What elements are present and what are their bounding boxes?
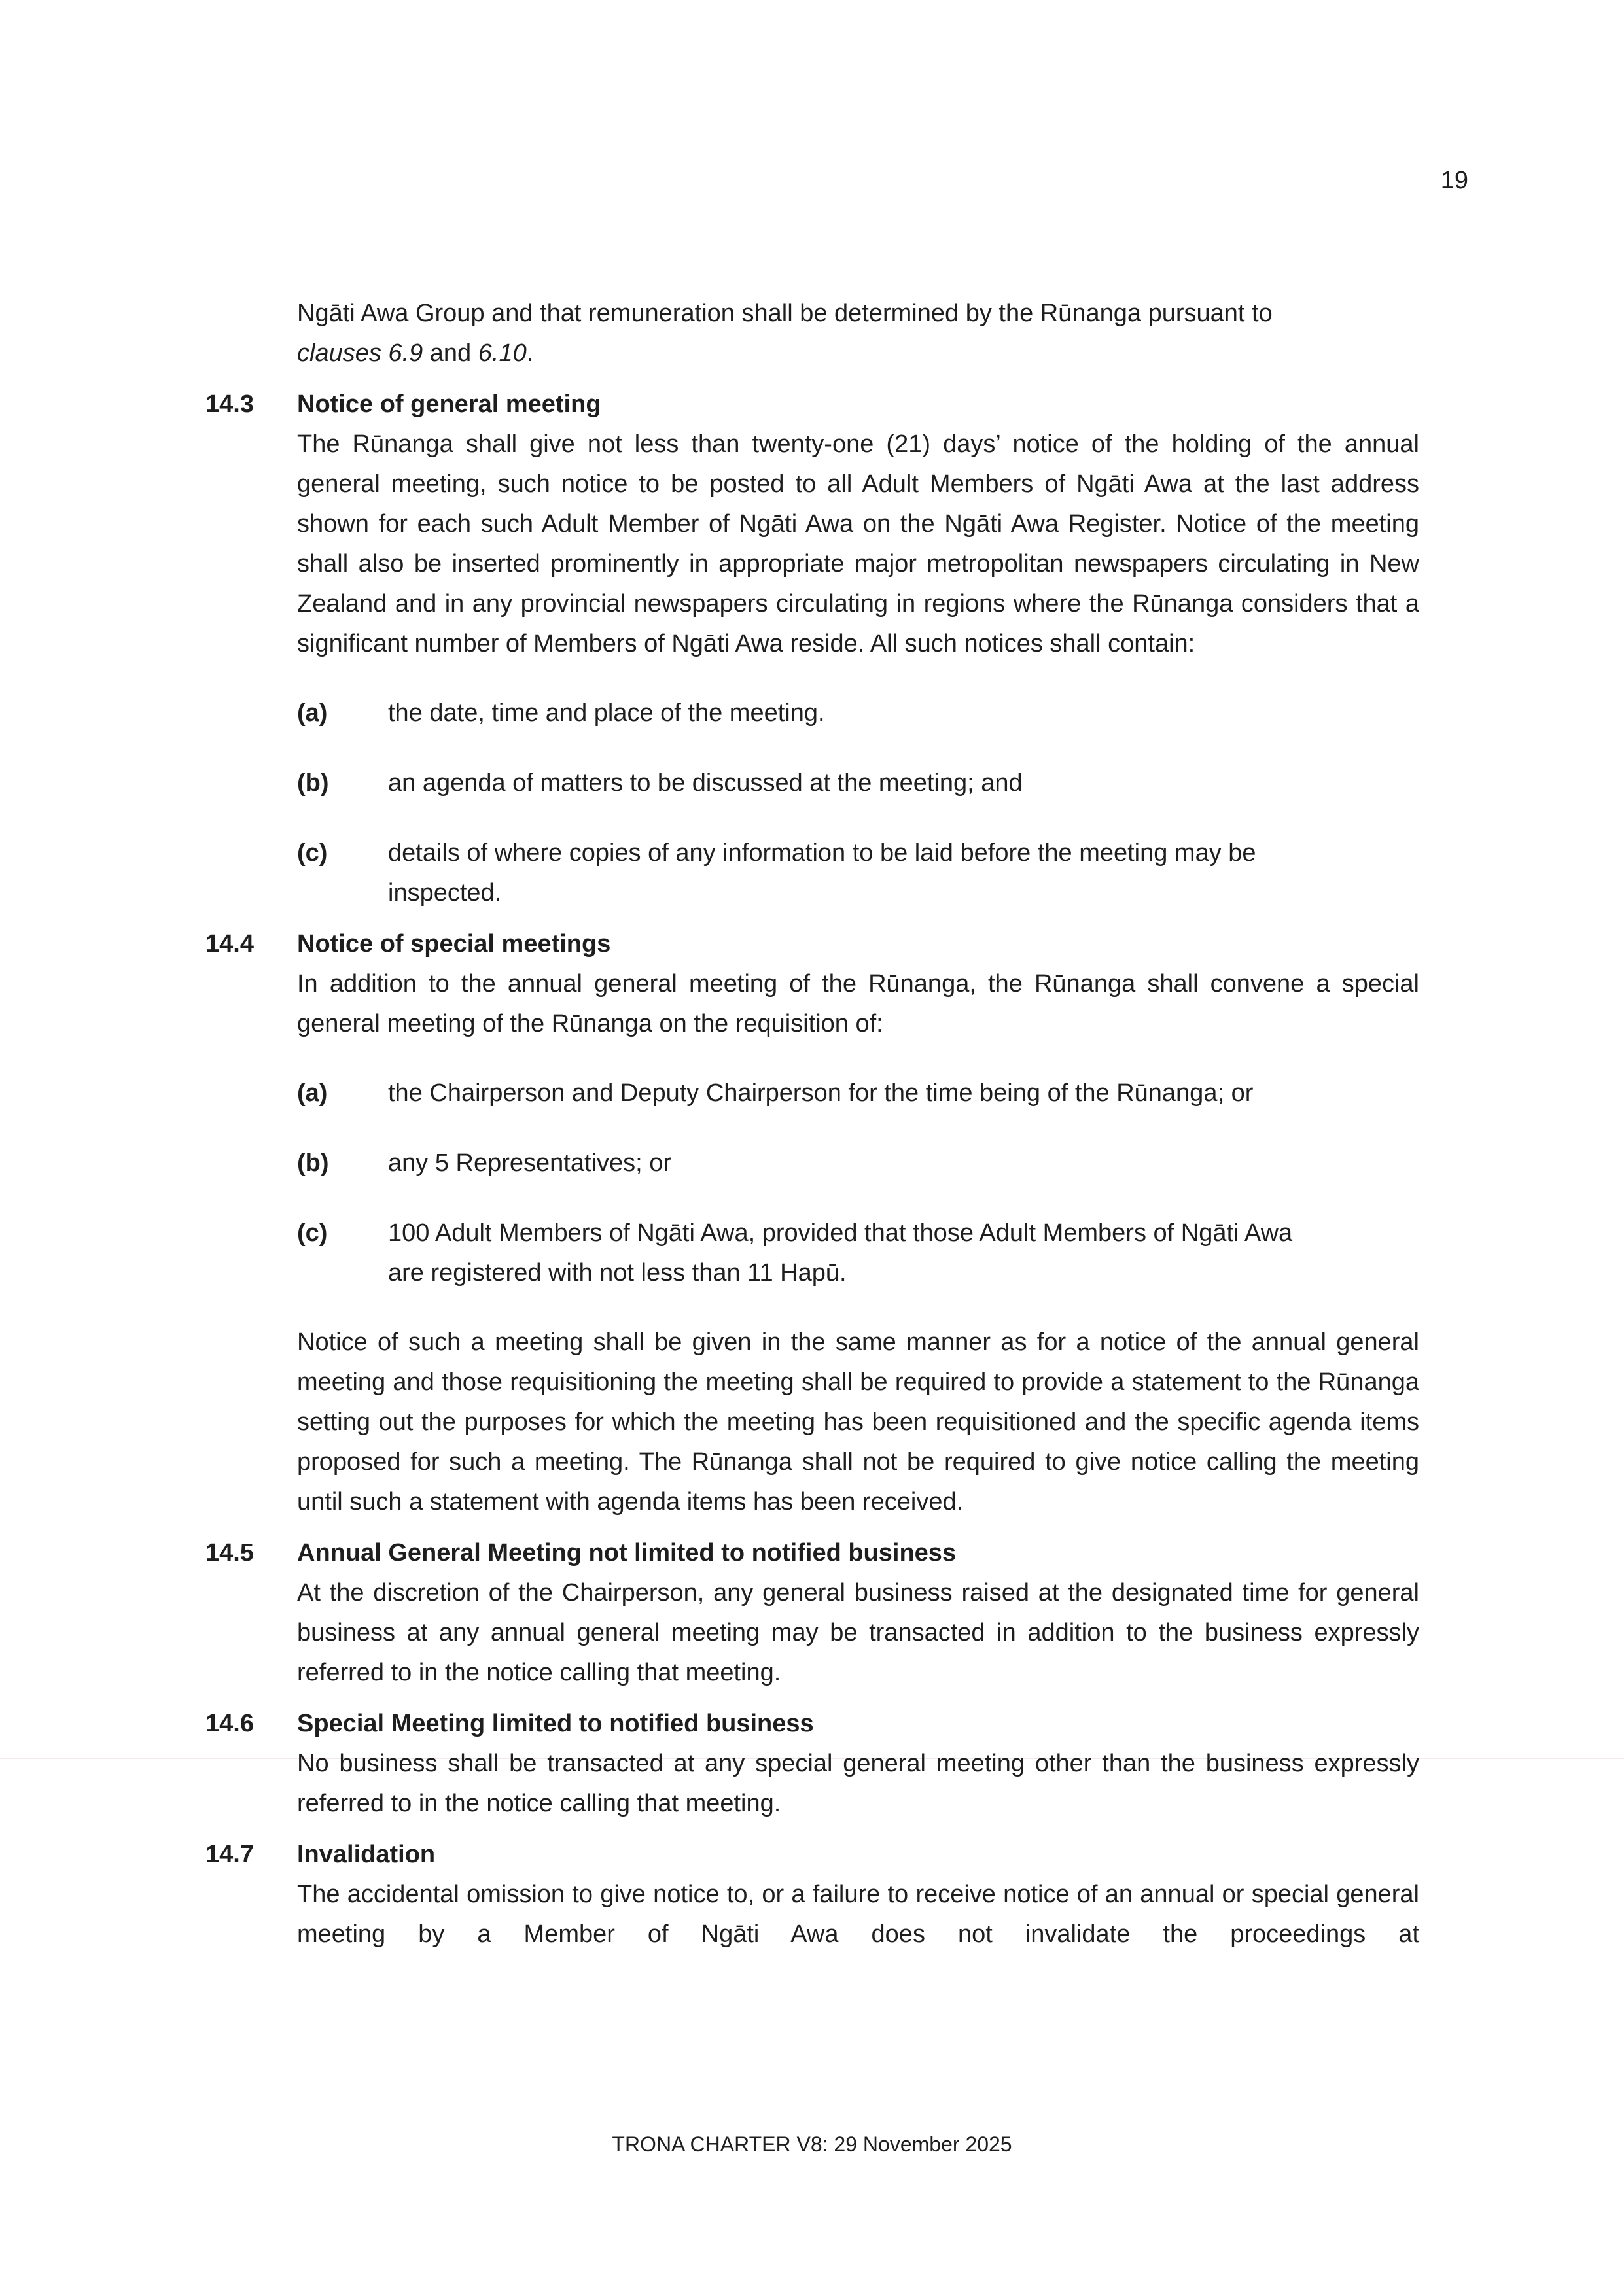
clause-body: The accidental omission to give notice to, or a failure to receive notice of an annual or special general meeting by a Member of Ngāti Awa does not invalidate the proceedings at — [297, 1881, 1419, 1948]
clause-heading: Special Meeting limited to notified business — [297, 1710, 814, 1737]
clause-14-4-closing-paragraph: Notice of such a meeting shall be given in the same manner as for a notice of the annual general meeting and those requisitioning the meeting shall be required to provide a statement to the Rūnanga setting out the purposes for which the meeting has been requisitioned and the specific agenda items proposed for such a meeting. The Rūnanga shall not be required to give notice calling the meeting until such a statement with agenda items has been received. — [297, 1329, 1419, 1516]
clause-number: 14.4 — [205, 930, 254, 958]
clause-14-4 — [205, 924, 1419, 1044]
continuation-line-1: Ngāti Awa Group and that remuneration shall be determined by the Rūnanga pursuant to — [297, 300, 1273, 327]
list-item-text: an agenda of matters to be discussed at the meeting; and — [388, 769, 1023, 797]
list-item-text: the Chairperson and Deputy Chairperson for the time being of the Rūnanga; or — [388, 1079, 1254, 1107]
continuation-period: . — [526, 339, 534, 367]
list-item-label: (b) — [297, 1149, 329, 1177]
list-item-text: the date, time and place of the meeting. — [388, 699, 825, 727]
list-item-label: (c) — [297, 839, 328, 867]
clause-14-7 — [205, 1835, 1419, 1955]
list-item-text: 100 Adult Members of Ngāti Awa, provided that those Adult Members of Ngāti Awa are registered with not less than 11 Hapū. — [388, 1219, 1293, 1287]
clause-reference: clauses 6.9 — [297, 339, 423, 367]
list-item-text: any 5 Representatives; or — [388, 1149, 672, 1177]
clause-14-5 — [205, 1533, 1419, 1693]
page-number: 19 — [1440, 167, 1468, 194]
clause-heading: Notice of special meetings — [297, 930, 611, 958]
clause-number: 14.7 — [205, 1841, 254, 1868]
list-item — [297, 693, 1324, 733]
clause-body: The Rūnanga shall give not less than twenty-one (21) days’ notice of the holding of the annual general meeting, such notice to be posted to all Adult Members of Ngāti Awa at the last address shown for each such Adult Member of Ngāti Awa on the Ngāti Awa Register. Notice of the meeting shall also be inserted prominently in appropriate major metropolitan newspapers circulating in New Zealand and in any provincial newspapers circulating in regions where the Rūnanga considers that a significant number of Members of Ngāti Awa reside. All such notices shall contain: — [297, 430, 1419, 657]
list-item — [297, 1073, 1324, 1113]
list-item-label: (b) — [297, 769, 329, 797]
list-item-label: (a) — [297, 699, 328, 727]
list-item-text: details of where copies of any information to be laid before the meeting may be inspected. — [388, 839, 1256, 907]
clause-body: In addition to the annual general meeting of the Rūnanga, the Rūnanga shall convene a special general meeting of the Rūnanga on the requisition of: — [297, 970, 1419, 1037]
clause-14-3-list — [297, 664, 1419, 913]
clause-body: At the discretion of the Chairperson, any general business raised at the designated time for general business at any annual general meeting may be transacted in addition to the business expressly referred to in the notice calling that meeting. — [297, 1579, 1419, 1686]
clause-14-3 — [205, 385, 1419, 664]
page-footer: TRONA CHARTER V8: 29 November 2025 — [612, 2132, 1012, 2156]
clause-14-6 — [205, 1704, 1419, 1824]
clause-14-4-list — [297, 1044, 1419, 1293]
clause-heading: Invalidation — [297, 1841, 436, 1868]
list-item — [297, 1213, 1324, 1293]
list-item-label: (c) — [297, 1219, 328, 1247]
clause-reference: 6.10 — [478, 339, 527, 367]
list-item — [297, 1143, 1324, 1183]
clause-heading: Annual General Meeting not limited to notified business — [297, 1539, 957, 1567]
list-item — [297, 833, 1324, 913]
continuation-paragraph — [297, 294, 1419, 374]
list-item-label: (a) — [297, 1079, 328, 1107]
clause-heading: Notice of general meeting — [297, 391, 601, 418]
clause-number: 14.5 — [205, 1539, 254, 1567]
document-body — [205, 294, 1419, 1955]
continuation-conjunction: and — [423, 339, 478, 367]
clause-number: 14.6 — [205, 1710, 254, 1737]
clause-body: No business shall be transacted at any special general meeting other than the business expressly referred to in the notice calling that meeting. — [297, 1750, 1419, 1817]
list-item — [297, 763, 1324, 803]
clause-number: 14.3 — [205, 391, 254, 418]
